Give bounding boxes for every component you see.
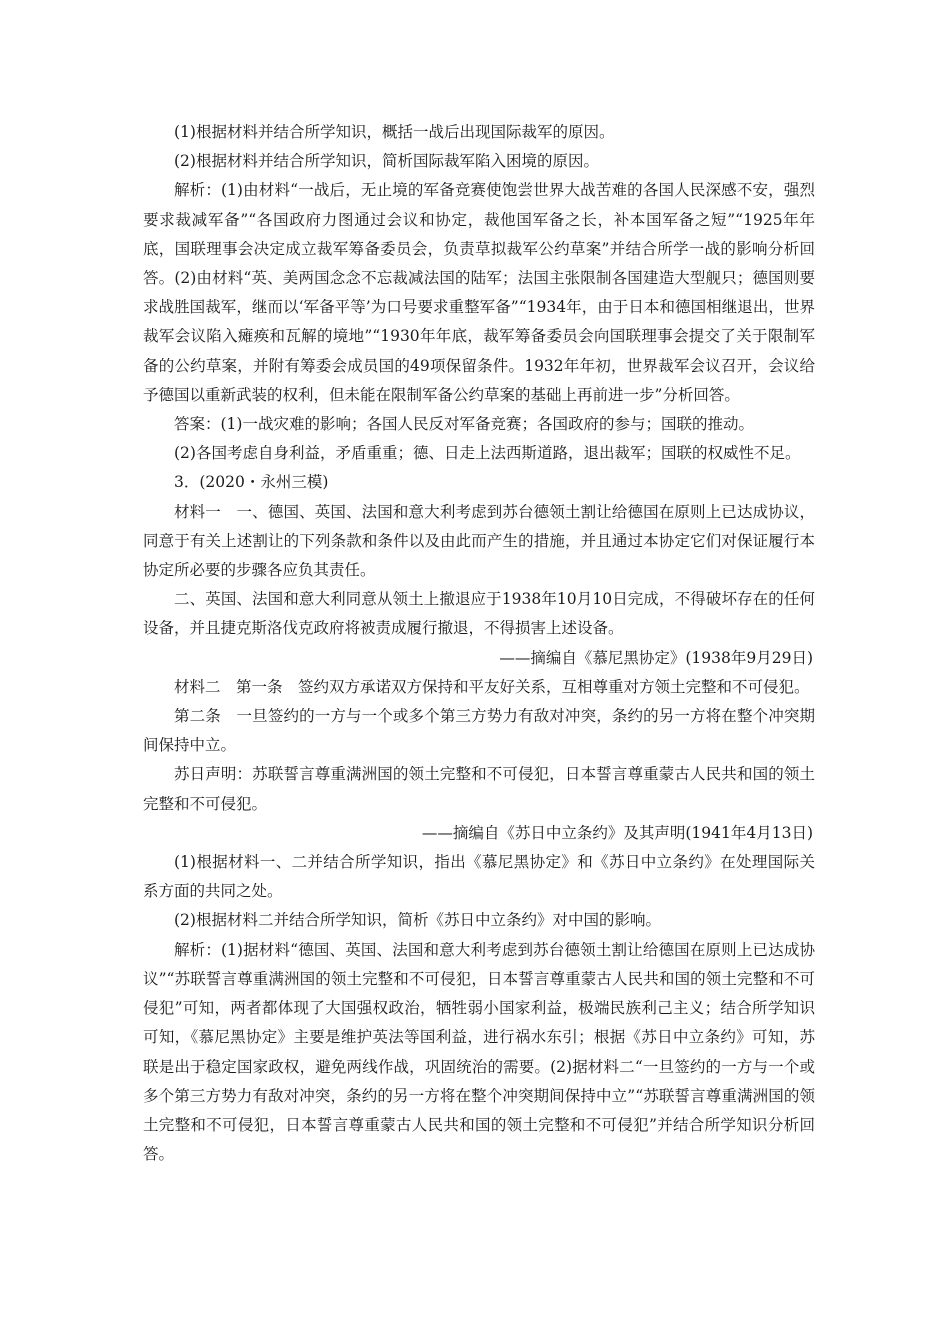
material-1-paragraph-1: 材料一 一、德国、英国、法国和意大利考虑到苏台德领土割让给德国在原则上已达成协议，同意于有关上述割让的下列条款和条件以及由此而产生的措施，并且通过本协定它们对保证履行本协定所必要的步骤各应负其责任。	[143, 502, 815, 580]
question-1-prompt: (1)根据材料并结合所学知识，概括一战后出现国际裁军的原因。	[174, 123, 615, 141]
question-2-prompt: (2)根据材料并结合所学知识，简析国际裁军陷入困境的原因。	[174, 152, 599, 171]
material-2-paragraph-3: 苏日声明：苏联誓言尊重满洲国的领土完整和不可侵犯，日本誓言尊重蒙古人民共和国的领土完整和不可侵犯。	[143, 765, 815, 813]
analysis-paragraph-3: 解析：(1)据材料“德国、英国、法国和意大利考虑到苏台德领土割让给德国在原则上已达成协议”“苏联誓言尊重满洲国的领土完整和不可侵犯，日本誓言尊重蒙古人民共和国的领土完整和不可侵犯”可知，两者都体现了大国强权政治，牺牲弱小国家利益，极端民族利己主义；结合所学知识可知，《慕尼黑协定》主要是维护英法等国利益，进行祸水东引；根据《苏日中立条约》可知，苏联是出于稳定国家政权，避免两线作战，巩固统治的需要。(2)据材料二“一旦签约的一方与一个或多个第三方势力有敌对冲突，条约的另一方将在整个冲突期间保持中立”“苏联誓言尊重满洲国的领土完整和不可侵犯，日本誓言尊重蒙古人民共和国的领土完整和不可侵犯”并结合所学知识分析回答。	[143, 940, 815, 1164]
material-2-source: ——摘编自《苏日中立条约》及其声明(1941年4月13日)	[421, 823, 813, 842]
material-2-paragraph-2: 第二条 一旦签约的一方与一个或多个第三方势力有敌对冲突，条约的另一方将在整个冲突期间保持中立。	[143, 707, 815, 755]
material-1-paragraph-2: 二、英国、法国和意大利同意从领土上撤退应于1938年10月10日完成，不得破坏存在的任何设备，并且捷克斯洛伐克政府将被责成履行撤退，不得损害上述设备。	[143, 590, 815, 638]
question-3-header: 3．(2020・永州三模)	[174, 473, 329, 492]
answer-line-1: 答案：(1)一战灾难的影响；各国人民反对军备竞赛；各国政府的参与；国联的推动。	[174, 415, 754, 434]
analysis-paragraph-1: 解析：(1)由材料“一战后，无止境的军备竞赛使饱尝世界大战苦难的各国人民深感不安，强烈要求裁减军备”“各国政府力图通过会议和协定，裁他国军备之长，补本国军备之短”“1925年年底，国联理事会决定成立裁军筹备委员会，负责草拟裁军公约草案”并结合所学一战的影响分析回答。(2)由材料“英、美两国念念不忘裁减法国的陆军；法国主张限制各国建造大型舰只；德国则要求战胜国裁军，继而以‘军备平等’为口号要求重整军备”“1934年，由于日本和德国相继退出，世界裁军会议陷入瘫痪和瓦解的境地”“1930年年底，裁军筹备委员会向国联理事会提交了关于限制军备的公约草案，并附有筹委会成员国的49项保留条件。1932年年初，世界裁军会议召开，会议给予德国以重新武装的权利，但未能在限制军备公约草案的基础上再前进一步”分析回答。	[143, 181, 815, 404]
material-2-paragraph-1: 材料二 第一条 签约双方承诺双方保持和平友好关系，互相尊重对方领土完整和不可侵犯。	[174, 677, 810, 696]
question-3-part-1: (1)根据材料一、二并结合所学知识，指出《慕尼黑协定》和《苏日中立条约》在处理国际关系方面的共同之处。	[143, 853, 815, 901]
material-1-source: ——摘编自《慕尼黑协定》(1938年9月29日)	[499, 648, 813, 667]
question-3-part-2: (2)根据材料二并结合所学知识，简析《苏日中立条约》对中国的影响。	[174, 911, 661, 930]
answer-line-2: (2)各国考虑自身利益，矛盾重重；德、日走上法西斯道路，退出裁军；国联的权威性不足。	[174, 444, 801, 463]
